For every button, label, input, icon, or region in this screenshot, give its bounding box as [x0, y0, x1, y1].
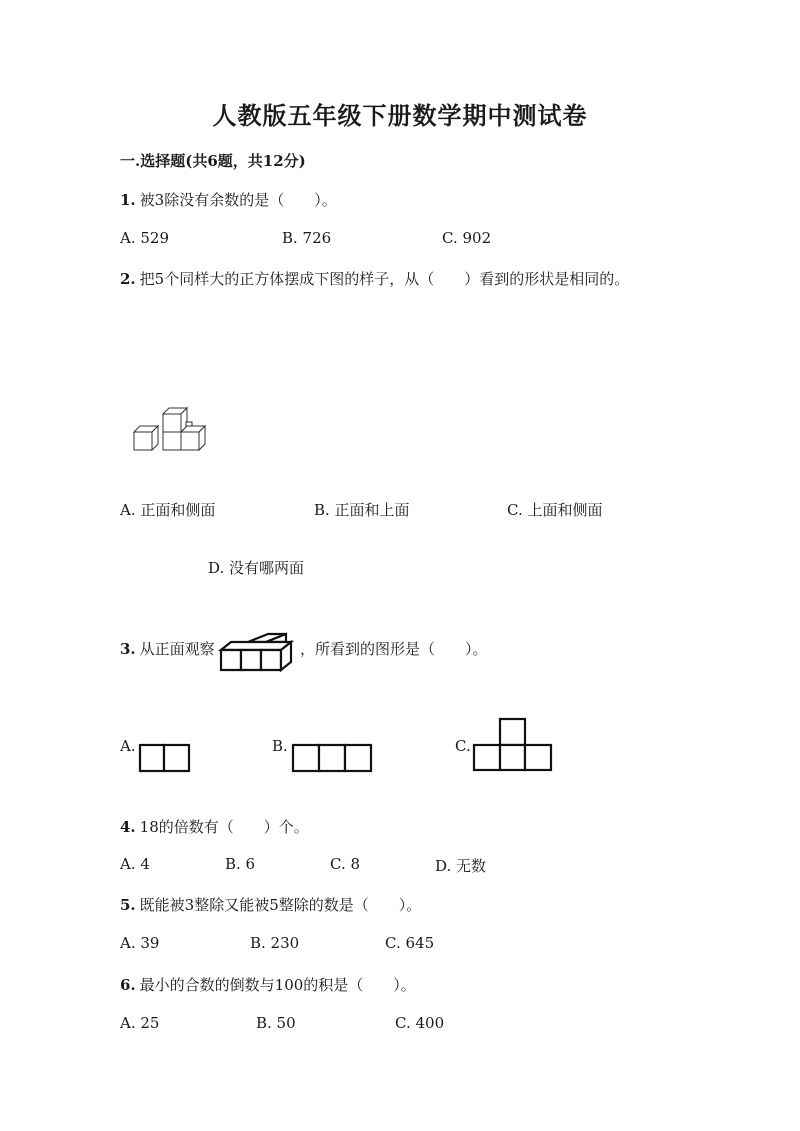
- question-number: 4.: [120, 818, 136, 836]
- q2-option-a: A. 正面和侧面: [120, 501, 216, 519]
- question-text: 被3除没有余数的是（ ）。: [139, 191, 337, 209]
- q5-option-a: A. 39: [120, 934, 160, 952]
- q3-option-b-shape: [292, 744, 374, 774]
- q6-option-b: B. 50: [256, 1014, 296, 1032]
- q4-option-c: C. 8: [330, 855, 361, 873]
- q1-option-c: C. 902: [442, 229, 492, 247]
- question-number: 1.: [120, 191, 136, 209]
- q1-option-a: A. 529: [120, 229, 169, 247]
- page-title: 人教版五年级下册数学期中测试卷: [212, 101, 588, 130]
- section-heading: 一.选择题(共6题，共12分): [120, 152, 306, 170]
- question-text: 18的倍数有（ ）个。: [139, 818, 309, 836]
- q6-option-a: A. 25: [120, 1014, 160, 1032]
- q3-option-b: B.: [272, 737, 288, 755]
- q2-option-c: C. 上面和侧面: [507, 501, 603, 519]
- q2-option-b: B. 正面和上面: [314, 501, 410, 519]
- q3-option-c: C.: [455, 737, 471, 755]
- q4-option-b: B. 6: [225, 855, 256, 873]
- question-text: 既能被3整除又能被5整除的数是（ ）。: [139, 896, 422, 914]
- question-number: 2.: [120, 270, 136, 288]
- q2-option-d: D. 没有哪两面: [208, 559, 305, 577]
- cubes-figure-q2: [120, 400, 220, 460]
- q3-option-a-shape: [139, 744, 193, 774]
- q4-option-d: D. 无数: [435, 857, 487, 875]
- question-6: [120, 974, 416, 995]
- question-3-tail: ，所看到的图形是（ ）。: [300, 640, 488, 658]
- q3-option-c-shape: [472, 717, 556, 773]
- question-text-before: 从正面观察: [139, 640, 215, 658]
- question-number: 6.: [120, 976, 136, 994]
- question-1: [120, 189, 337, 210]
- q5-option-b: B. 230: [250, 934, 300, 952]
- question-3: [120, 638, 215, 659]
- question-number: 3.: [120, 640, 136, 658]
- question-5: [120, 894, 421, 915]
- q4-option-a: A. 4: [120, 855, 150, 873]
- question-text: 最小的合数的倒数与100的积是（ ）。: [139, 976, 416, 994]
- q6-option-c: C. 400: [395, 1014, 445, 1032]
- q1-option-b: B. 726: [282, 229, 332, 247]
- cubes-figure-q3: [218, 632, 300, 674]
- question-text: 把5个同样大的正方体摆成下图的样子，从（ ）看到的形状是相同的。: [139, 270, 630, 288]
- question-number: 5.: [120, 896, 136, 914]
- q3-option-a: A.: [120, 737, 136, 755]
- question-4: [120, 816, 309, 837]
- q5-option-c: C. 645: [385, 934, 435, 952]
- question-2: [120, 268, 629, 289]
